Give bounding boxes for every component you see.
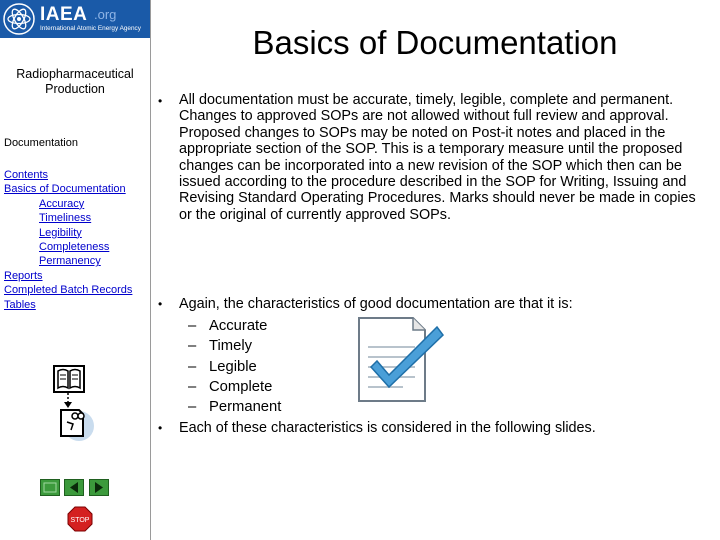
stop-button[interactable] [67,506,93,532]
section-label: Documentation [4,137,78,149]
bullet-following-slides: Each of these characteristics is considered in the following slides. [179,420,596,436]
logo-tagline: International Atomic Energy Agency [40,25,141,32]
iaea-logo[interactable] [0,0,150,38]
stop-sign-icon [67,506,93,532]
characteristic-label: Legible [209,358,257,375]
characteristic-label: Permanent [209,399,282,416]
course-title: Radiopharmaceutical Production [16,67,134,96]
dash-marker: – [188,358,197,375]
sidebar [0,0,151,540]
characteristic-label: Timely [209,338,253,355]
logo-name: IAEA [40,4,88,25]
bullet-characteristics-intro: Again, the characteristics of good documentation are that it is: [179,296,573,312]
sidebar-link-timeliness[interactable]: Timeliness [39,212,92,225]
dash-marker: – [188,378,197,395]
atom-logo-icon [3,3,35,35]
home-icon[interactable] [40,479,60,496]
sidebar-link-contents[interactable]: Contents [4,169,49,181]
book-and-document-icon [45,362,97,444]
characteristic-label: Accurate [209,318,268,334]
sidebar-link-reports[interactable]: Reports [4,269,43,282]
back-arrow-icon[interactable] [64,479,84,496]
characteristic-item [188,336,252,356]
bullet-marker: • [158,421,163,435]
characteristic-item [188,316,267,336]
bullet-marker: • [158,297,163,311]
dash-marker: – [188,338,197,355]
characteristic-item [188,377,272,397]
checked-document-icon [355,315,447,405]
dash-marker: – [188,318,197,334]
sidebar-link-permanency[interactable]: Permanency [39,255,101,268]
bullet-marker: • [158,94,163,108]
characteristic-item [188,397,281,417]
sidebar-link-tables[interactable]: Tables [4,298,36,311]
sidebar-link-basics-of-documentation[interactable]: Basics of Documentation [4,183,126,196]
sidebar-nav [4,168,132,312]
sidebar-link-accuracy[interactable]: Accuracy [39,197,85,210]
forward-arrow-icon[interactable] [89,479,109,496]
sidebar-link-completed-batch-records[interactable]: Completed Batch Records [4,284,133,297]
stop-label: STOP [70,517,90,524]
bullet-requirements: All documentation must be accurate, timely, legible, complete and permanent. Changes to approved SOPs are not allowed without full review and approval. Proposed changes to SOPs may be noted on Post-it notes and placed in the appropriate section of the SOP. This is a temporary measure until the proposed changes can be incorporated into a new revision of the SOP which then can be issued according to the procedure described in the SOP for Writing, Issuing and Revising Standard Operating Procedures. Marks should never be made in copies or the original of currently approved SOPs. [179,92,696,223]
characteristic-item [188,357,257,377]
dash-marker: – [188,399,197,416]
sidebar-link-legibility[interactable]: Legibility [39,226,82,239]
characteristic-label: Complete [209,378,273,395]
logo-suffix: .org [94,7,117,22]
sidebar-link-completeness[interactable]: Completeness [39,241,110,254]
slide-title: Basics of Documentation [252,24,618,61]
